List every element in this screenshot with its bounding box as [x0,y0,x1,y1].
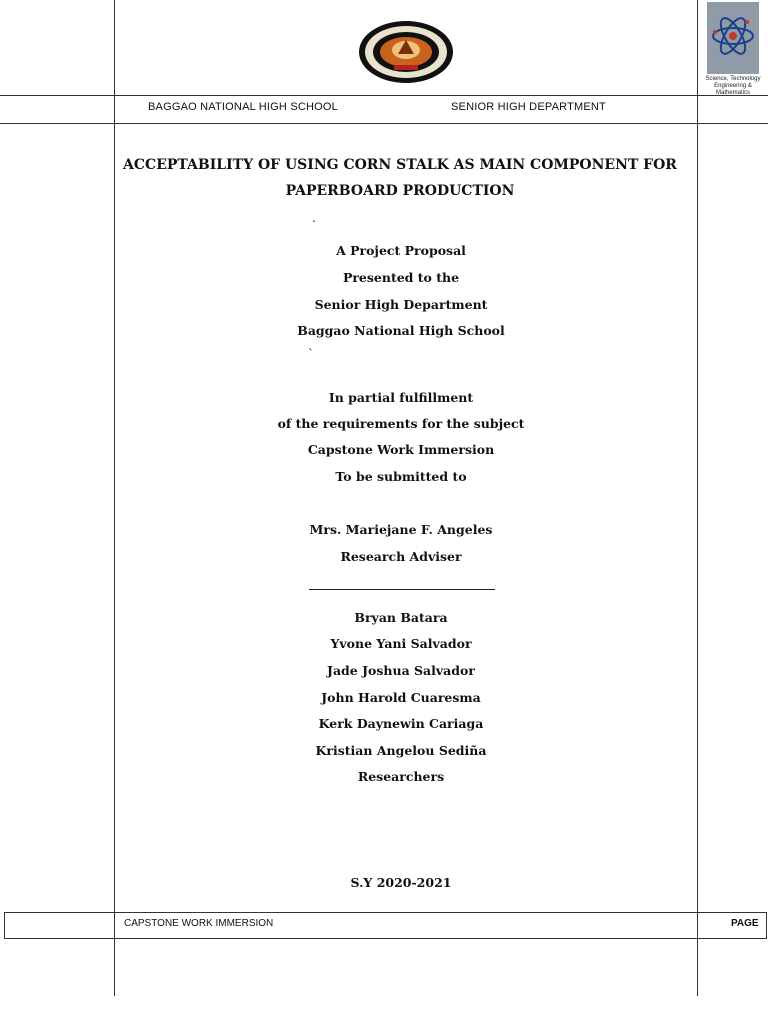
fulfillment-line-2: of the requirements for the subject [277,416,525,431]
footer-page-label: PAGE [731,918,759,929]
left-border-line [114,0,115,996]
researcher-name: John Harold Cuaresma [321,690,481,705]
school-name-header: BAGGAO NATIONAL HIGH SCHOOL [148,101,338,113]
researcher-name: Kristian Angelou Sediña [315,743,487,758]
stray-backtick: ` [308,347,314,361]
school-seal-logo [358,20,454,84]
fulfillment-line-1: In partial fulfillment [328,390,474,405]
stem-caption-line-1: Science, Technology [705,76,761,82]
document-title [120,152,680,204]
footer-subject: CAPSTONE WORK IMMERSION [124,918,274,929]
signature-line [309,589,495,590]
header-top-line [0,95,768,96]
stray-dot: . [312,211,316,225]
researcher-name: Bryan Batara [354,610,448,625]
adviser-name: Mrs. Mariejane F. Angeles [309,522,493,537]
stem-atom-logo [707,2,759,74]
researcher-name: Jade Joshua Salvador [327,663,475,678]
stem-caption-line-2: Engineering & Mathematics [714,83,752,96]
adviser-role: Research Adviser [340,549,462,564]
department-header: SENIOR HIGH DEPARTMENT [451,101,606,113]
fulfillment-line-3: Capstone Work Immersion [307,442,495,457]
proposal-line-1: A Project Proposal [336,243,466,258]
header-bottom-line [0,123,768,124]
fulfillment-line-4: To be submitted to [335,469,467,484]
right-border-line [697,0,698,996]
title-line-2: PAPERBOARD PRODUCTION [285,183,515,199]
proposal-line-4: Baggao National High School [297,323,505,338]
proposal-line-3: Senior High Department [314,297,488,312]
title-line-1: ACCEPTABILITY OF USING CORN STALK AS MAIN COMPONENT FOR [123,157,677,173]
school-year: S.Y 2020-2021 [350,875,452,890]
stem-logo-caption [700,76,766,97]
researchers-label: Researchers [357,769,445,784]
footer-box [4,912,767,939]
proposal-line-2: Presented to the [342,270,460,285]
researcher-name: Yvone Yani Salvador [330,636,472,651]
researcher-name: Kerk Daynewin Cariaga [318,716,484,731]
